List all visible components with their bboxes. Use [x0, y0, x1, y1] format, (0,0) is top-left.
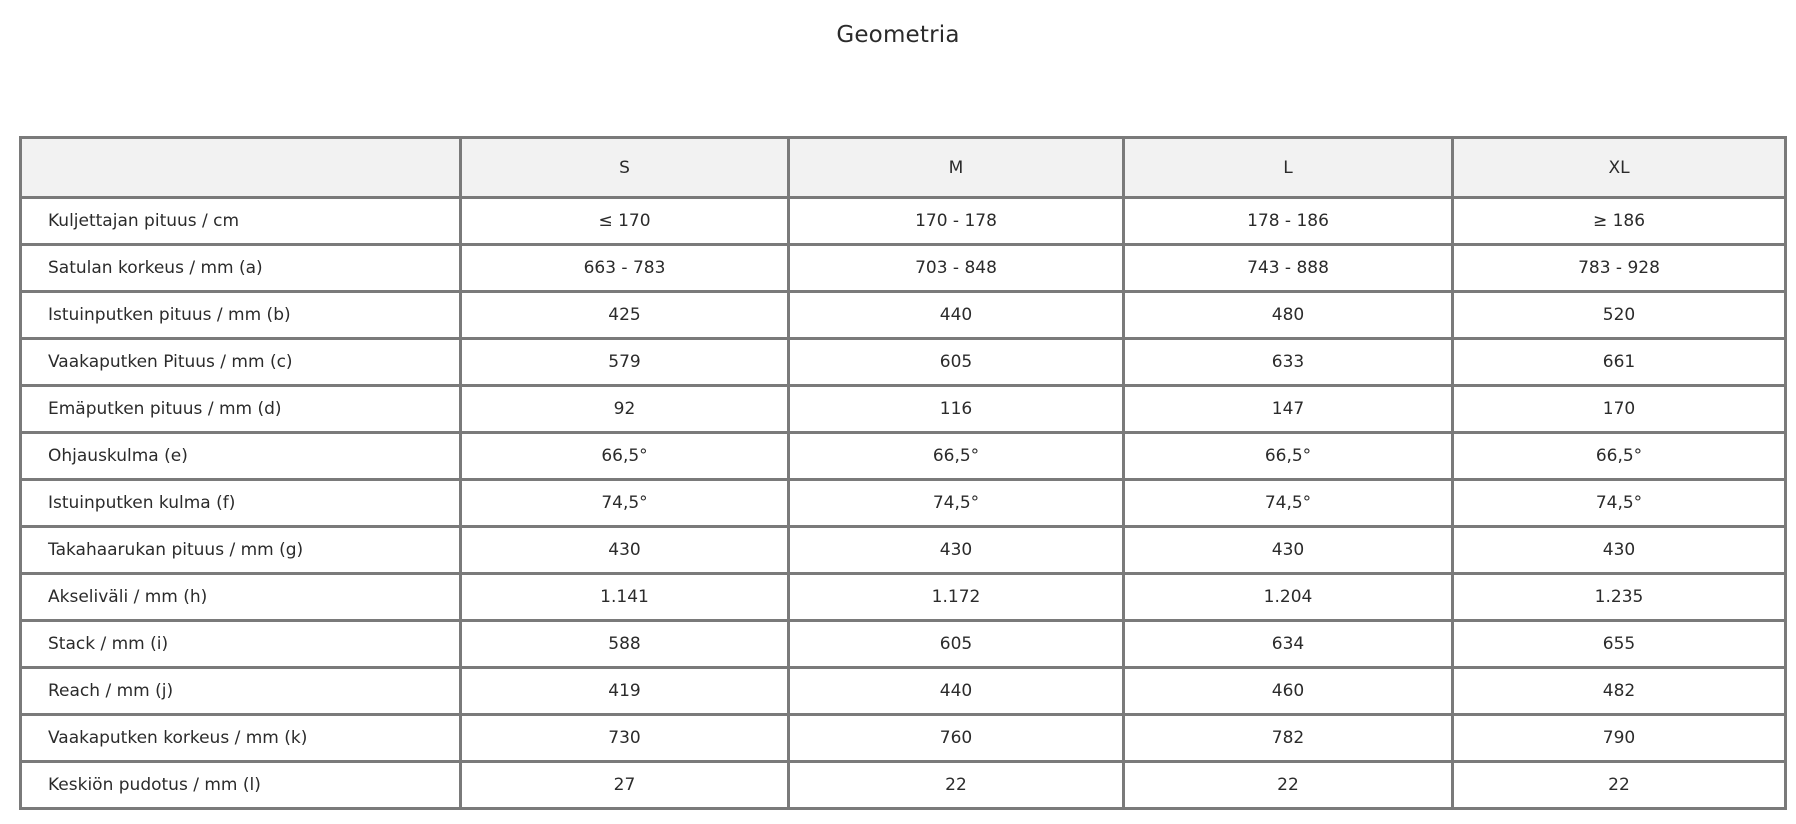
table-row — [21, 715, 1786, 762]
row-label: Ohjauskulma (e) — [21, 433, 461, 480]
cell-value: 661 — [1453, 339, 1786, 386]
cell-value: 460 — [1124, 668, 1453, 715]
geometry-table — [19, 136, 1787, 810]
cell-value: 178 - 186 — [1124, 198, 1453, 245]
cell-value: 430 — [1124, 527, 1453, 574]
table-row — [21, 386, 1786, 433]
row-label: Keskiön pudotus / mm (l) — [21, 762, 461, 809]
cell-value: 663 - 783 — [461, 245, 789, 292]
cell-value: 482 — [1453, 668, 1786, 715]
cell-value: 66,5° — [461, 433, 789, 480]
cell-value: 27 — [461, 762, 789, 809]
table-row — [21, 527, 1786, 574]
cell-value: 92 — [461, 386, 789, 433]
cell-value: 634 — [1124, 621, 1453, 668]
header-corner-cell — [21, 138, 461, 198]
header-size-l: L — [1124, 138, 1453, 198]
cell-value: 579 — [461, 339, 789, 386]
cell-value: 74,5° — [1124, 480, 1453, 527]
table-row — [21, 762, 1786, 809]
page-title: Geometria — [836, 22, 960, 48]
cell-value: 170 - 178 — [789, 198, 1124, 245]
cell-value: 22 — [789, 762, 1124, 809]
row-label: Vaakaputken korkeus / mm (k) — [21, 715, 461, 762]
cell-value: ≥ 186 — [1453, 198, 1786, 245]
cell-value: 74,5° — [461, 480, 789, 527]
cell-value: 633 — [1124, 339, 1453, 386]
cell-value: 520 — [1453, 292, 1786, 339]
cell-value: 655 — [1453, 621, 1786, 668]
cell-value: 66,5° — [789, 433, 1124, 480]
cell-value: 703 - 848 — [789, 245, 1124, 292]
row-label: Akseliväli / mm (h) — [21, 574, 461, 621]
row-label: Satulan korkeus / mm (a) — [21, 245, 461, 292]
cell-value: 430 — [461, 527, 789, 574]
row-label: Takahaarukan pituus / mm (g) — [21, 527, 461, 574]
cell-value: 782 — [1124, 715, 1453, 762]
cell-value: 730 — [461, 715, 789, 762]
table-row — [21, 574, 1786, 621]
table-header-row — [21, 138, 1786, 198]
cell-value: 790 — [1453, 715, 1786, 762]
cell-value: 1.172 — [789, 574, 1124, 621]
table-row — [21, 245, 1786, 292]
table-row — [21, 480, 1786, 527]
cell-value: 22 — [1124, 762, 1453, 809]
cell-value: 430 — [789, 527, 1124, 574]
cell-value: 1.141 — [461, 574, 789, 621]
cell-value: 147 — [1124, 386, 1453, 433]
row-label: Reach / mm (j) — [21, 668, 461, 715]
row-label: Kuljettajan pituus / cm — [21, 198, 461, 245]
cell-value: 66,5° — [1124, 433, 1453, 480]
row-label: Stack / mm (i) — [21, 621, 461, 668]
cell-value: 743 - 888 — [1124, 245, 1453, 292]
cell-value: 425 — [461, 292, 789, 339]
row-label: Vaakaputken Pituus / mm (c) — [21, 339, 461, 386]
row-label: Istuinputken kulma (f) — [21, 480, 461, 527]
cell-value: 74,5° — [789, 480, 1124, 527]
table-row — [21, 198, 1786, 245]
cell-value: ≤ 170 — [461, 198, 789, 245]
cell-value: 440 — [789, 292, 1124, 339]
cell-value: 760 — [789, 715, 1124, 762]
cell-value: 605 — [789, 621, 1124, 668]
cell-value: 170 — [1453, 386, 1786, 433]
cell-value: 66,5° — [1453, 433, 1786, 480]
cell-value: 440 — [789, 668, 1124, 715]
table-row — [21, 292, 1786, 339]
cell-value: 783 - 928 — [1453, 245, 1786, 292]
table-row — [21, 433, 1786, 480]
cell-value: 116 — [789, 386, 1124, 433]
cell-value: 1.204 — [1124, 574, 1453, 621]
cell-value: 74,5° — [1453, 480, 1786, 527]
header-size-xl: XL — [1453, 138, 1786, 198]
cell-value: 480 — [1124, 292, 1453, 339]
cell-value: 605 — [789, 339, 1124, 386]
cell-value: 1.235 — [1453, 574, 1786, 621]
cell-value: 588 — [461, 621, 789, 668]
header-size-m: M — [789, 138, 1124, 198]
table-row — [21, 668, 1786, 715]
cell-value: 430 — [1453, 527, 1786, 574]
cell-value: 419 — [461, 668, 789, 715]
table-row — [21, 339, 1786, 386]
row-label: Emäputken pituus / mm (d) — [21, 386, 461, 433]
cell-value: 22 — [1453, 762, 1786, 809]
header-size-s: S — [461, 138, 789, 198]
table-row — [21, 621, 1786, 668]
row-label: Istuinputken pituus / mm (b) — [21, 292, 461, 339]
